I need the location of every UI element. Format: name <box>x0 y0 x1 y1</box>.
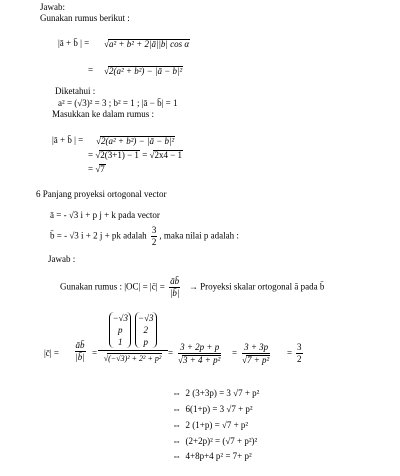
subst-label: Masukkan ke dalam rumus : <box>52 109 154 119</box>
solution-lhs-frac: $\frac{āb̄}{|b̄|}$ <box>75 340 85 362</box>
vector-a: −√3 p 1 <box>109 312 131 348</box>
step-3: ⇔ 2 (1+p) = √7 + p² <box>172 420 249 430</box>
solution-eq1: = <box>92 348 98 358</box>
solution-eq3: = <box>232 348 238 358</box>
step-5: ⇔ 4+8p+4 p² = 7+ p² <box>172 451 252 461</box>
solution-lhs: |c̄| = <box>44 348 59 358</box>
solution-vector-fraction: −√3 p 1 −√3 2 p √(−√3)² + 2² + p² <box>98 312 168 363</box>
solution-result1: $\frac{3 + 2p + p}{\text{√3 + 4 + p²}}$ <box>178 342 221 365</box>
intro-text: Gunakan rumus berikut : <box>40 13 130 23</box>
formula1-rhs: √a² + b² + 2|ā||b̄| cos α <box>104 39 190 49</box>
answer-jawab: Jawab : <box>48 254 76 264</box>
formula2-rhs: √2(a² + b²) − |ā − b̄|² <box>104 66 183 76</box>
solution-result3: $\frac{3}{2}$ <box>297 342 302 364</box>
solution-eq4: = <box>287 348 293 358</box>
calc-lhs: |ā + b̄ | = <box>52 135 84 145</box>
answer-rumus: Gunakan rumus : |OC| = |c̄| = $\frac{āb̄}{|b̄|}$ → Proyeksi skalar ortogonal ā pada b̄ <box>60 276 325 298</box>
solution-eq2: = <box>168 348 174 358</box>
step-2: ⇔ 6(1+p) = 3 √7 + p² <box>172 404 253 414</box>
formula2-eq: = <box>88 65 94 75</box>
step-4: ⇔ (2+2p)² = (√7 + p²)² <box>172 436 258 446</box>
step-1: ⇔ 2 (3+3p) = 3 √7 + p² <box>172 388 260 398</box>
problem6-b-vector: b̄ = - √3 i + 2 j + pk adalah $\frac{3}{2}$ , maka nilai p adalah : <box>50 225 239 247</box>
problem6-title: 6 Panjang proyeksi ortogonal vector <box>36 189 167 199</box>
problem6-a-vector: ā = - √3 i + p j + k pada vector <box>50 210 160 220</box>
given-values: a² = (√3)² = 3 ; b² = 1 ; |ā − b̄| = 1 <box>58 98 178 108</box>
solution-result2: $\frac{3 + 3p}{\text{√7 + p²}}$ <box>242 342 270 365</box>
vector-b: −√3 2 p <box>135 312 157 348</box>
calc-step2: = √2(3+1) − 1 = √2x4 − 1 <box>88 150 183 160</box>
jawab-label: Jawab: <box>40 2 65 12</box>
given-label: Diketahui : <box>55 86 96 96</box>
calc-step3: = √7 <box>88 164 105 174</box>
formula1-lhs: |ā + b̄ | = <box>58 38 90 48</box>
calc-step1: √2(a² + b²) − |ā − b̄|² <box>96 136 175 146</box>
